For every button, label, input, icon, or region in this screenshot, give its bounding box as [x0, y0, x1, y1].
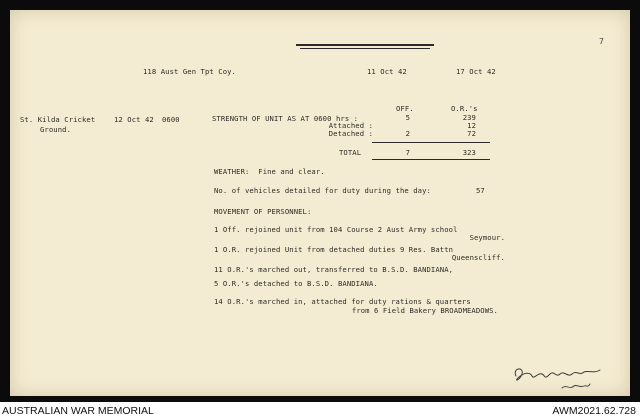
- column-or-header: O.R.'s: [451, 104, 478, 113]
- page-number: 7: [599, 37, 604, 46]
- vehicles-value: 57: [476, 186, 485, 195]
- movement-item-line1: 1 O.R. rejoined Unit from detached duties 9 Res. Battn: [214, 245, 454, 254]
- total-rule-bottom: [372, 159, 490, 160]
- strength-off-cell: 5: [405, 113, 410, 122]
- entry-time: 0600: [162, 115, 180, 124]
- movement-item-line2: Queenscliff.: [451, 253, 505, 262]
- movement-item-line2: Seymour.: [469, 233, 505, 242]
- footer-right-label: AWM2021.62.728: [552, 405, 636, 417]
- total-or-cell: 323: [462, 148, 476, 157]
- archive-footer: [0, 402, 640, 419]
- movement-item-line1: 11 O.R.'s marched out, transferred to B.S.D. BANDIANA,: [214, 265, 454, 274]
- entry-place: St. Kilda Cricket: [20, 115, 96, 124]
- movement-heading: MOVEMENT OF PERSONNEL:: [214, 207, 312, 216]
- total-label: TOTAL: [339, 148, 362, 157]
- attached-or-cell: 12: [467, 121, 476, 130]
- detached-off-cell: 2: [405, 129, 410, 138]
- entry-place-line2: Ground.: [40, 125, 71, 134]
- movement-item-line1: 5 O.R.'s detached to B.S.D. BANDIANA.: [214, 279, 378, 288]
- movement-item-line2: from 6 Field Bakery BROADMEADOWS.: [351, 306, 498, 315]
- top-rule-thin: [300, 48, 430, 49]
- war-diary-page: [10, 10, 630, 396]
- entry-date: 12 Oct 42: [114, 115, 154, 124]
- movement-item-line1: 1 Off. rejoined unit from 104 Course 2 Aust Army school: [214, 225, 458, 234]
- unit-heading: 118 Aust Gen Tpt Coy.: [143, 67, 236, 76]
- period-from: 11 Oct 42: [367, 67, 407, 76]
- detached-or-cell: 72: [467, 129, 476, 138]
- column-off-header: OFF.: [396, 104, 414, 113]
- signature-image: [510, 362, 620, 392]
- footer-left-label: AUSTRALIAN WAR MEMORIAL: [2, 405, 154, 417]
- top-rule: [296, 44, 434, 46]
- detached-label: Detached :: [328, 129, 373, 138]
- strength-or-cell: 239: [462, 113, 476, 122]
- attached-label: Attached :: [328, 121, 373, 130]
- movement-item-line1: 14 O.R.'s marched in, attached for duty rations & quarters: [214, 297, 471, 306]
- total-off-cell: 7: [405, 148, 410, 157]
- weather-line: WEATHER: Fine and clear.: [214, 167, 325, 176]
- strength-heading: STRENGTH OF UNIT AS AT 0600 hrs :: [212, 114, 359, 123]
- total-rule-top: [372, 142, 490, 143]
- vehicles-label: No. of vehicles detailed for duty during the day:: [214, 186, 431, 195]
- period-to: 17 Oct 42: [456, 67, 496, 76]
